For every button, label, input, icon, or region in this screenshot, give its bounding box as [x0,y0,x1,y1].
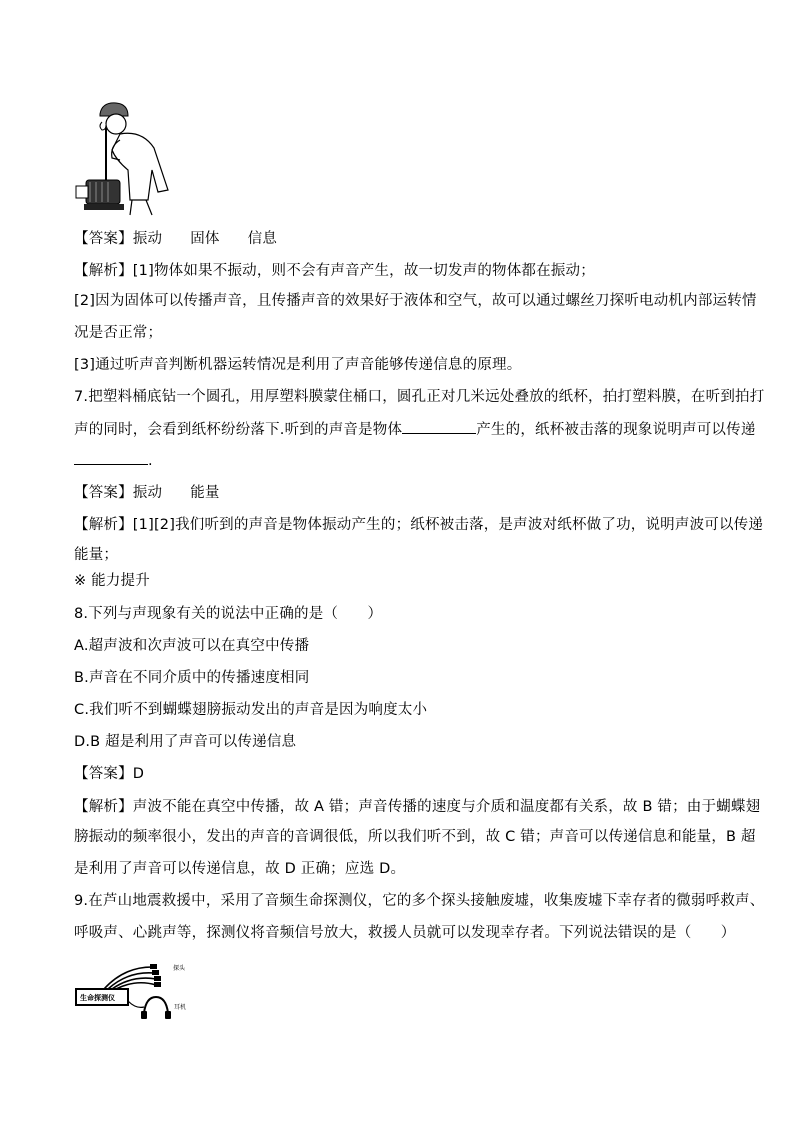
question-8-option-b: B.声音在不同介质中的传播速度相同 [74,670,310,686]
probe-head [152,970,159,975]
probe-label: 探头 [173,965,186,972]
analysis-6-line-2: [2]因为固体可以传播声音，且传播声音的效果好于液体和空气，故可以通过螺丝刀探听电动机内部运转情 [74,293,757,309]
probe-head [154,976,161,981]
device-box-label: 生命探测仪 [80,994,115,1002]
probe-head [154,982,161,987]
worker-motor-figure [72,100,187,216]
question-9-line-2: 呼吸声、心跳声等，探测仪将音频信号放大，救援人员就可以发现幸存者。下列说法错误的是（ ） [74,925,736,941]
answer-7: 【答案】振动 能量 [74,485,220,501]
section-heading: ※ 能力提升 [74,573,150,589]
analysis-8-line-3: 是利用了声音可以传递信息，故 D 正确；应选 D。 [74,861,406,877]
question-7-line-2: 声的同时，会看到纸杯纷纷落下.听到的声音是物体 产生的，纸杯被击落的现象说明声可以传递 [74,419,756,440]
question-9-line-1: 9.在芦山地震救援中，采用了音频生命探测仪，它的多个探头接触废墟，收集废墟下幸存者的微弱呼救声、 [74,893,765,909]
life-detector-figure [74,957,194,1027]
analysis-6-line-1: 【解析】[1]物体如果不振动，则不会有声音产生，故一切发声的物体都在振动； [74,263,595,279]
analysis-6-line-4: [3]通过听声音判断机器运转情况是利用了声音能够传递信息的原理。 [74,357,522,373]
analysis-8-line-2: 膀振动的频率很小，发出的声音的音调很低，所以我们听不到，故 C 错；声音可以传递信息和能量，B 超 [74,829,756,845]
analysis-7-line-1: 【解析】[1][2]我们听到的声音是物体振动产生的；纸杯被击落，是声波对纸杯做了功，说明声波可以传递 [74,517,764,533]
answer-8: 【答案】D [74,766,145,782]
probe-head [150,964,157,969]
question-7-line-1: 7.把塑料桶底钻一个圆孔，用厚塑料膜蒙住桶口，圆孔正对几米远处叠放的纸杯，拍打塑料膜，在听到拍打 [74,389,765,405]
analysis-6-line-3: 况是否正常； [74,325,163,341]
question-8-option-a: A.超声波和次声波可以在真空中传播 [74,638,310,654]
analysis-7-line-2: 能量； [74,547,119,563]
analysis-8-line-1: 【解析】声波不能在真空中传播，故 A 错；声音传播的速度与介质和温度都有关系，故 B 错；由于蝴蝶翅 [74,799,761,815]
question-8-option-d: D.B 超是利用了声音可以传递信息 [74,734,297,750]
earphone-label: 耳机 [174,1004,187,1011]
blank-7-2 [74,450,148,465]
question-8-stem: 8.下列与声现象有关的说法中正确的是（ ） [74,606,383,622]
answer-6: 【答案】振动 固体 信息 [74,231,278,247]
blank-7-1 [402,419,476,434]
headphones-icon [144,997,168,1013]
question-8-option-c: C.我们听不到蝴蝶翅膀振动发出的声音是因为响度太小 [74,702,428,718]
question-7-line-3: . [74,450,153,471]
